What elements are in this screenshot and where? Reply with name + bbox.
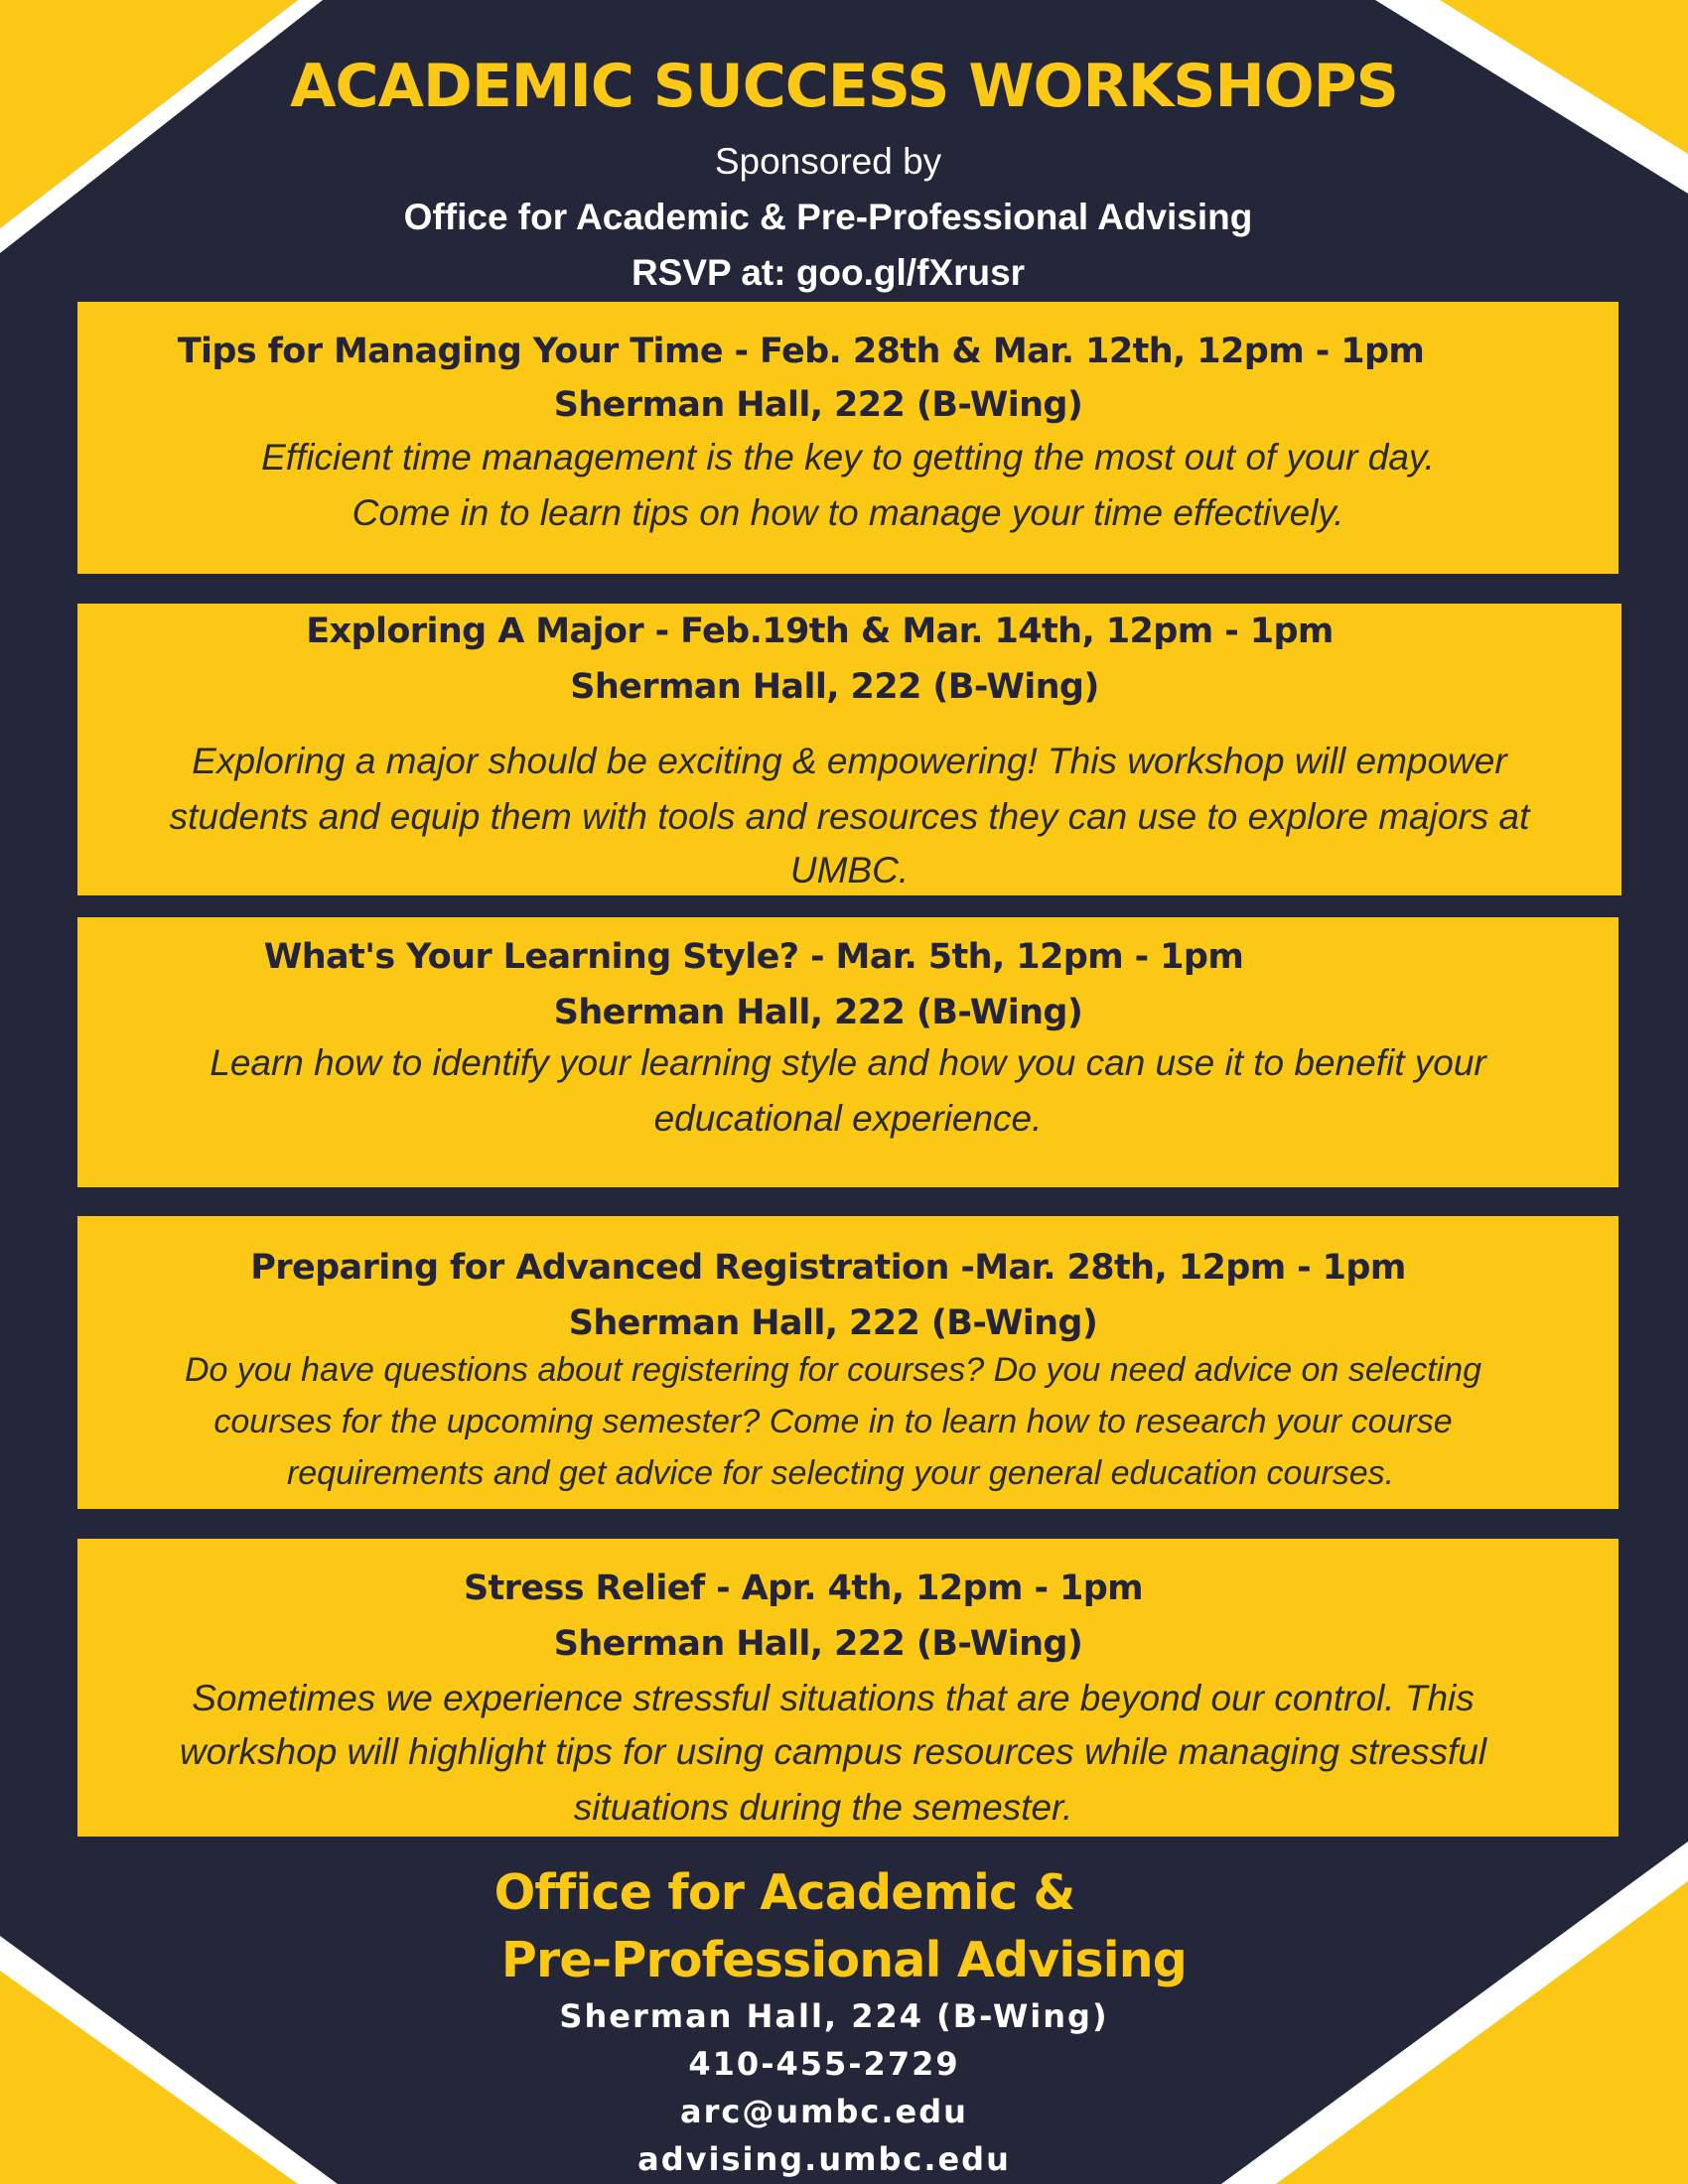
page-title: ACADEMIC SUCCESS WORKSHOPS: [290, 52, 1398, 121]
sponsored-by-text: Sponsored by: [714, 141, 942, 182]
workshop-description-line: educational experience.: [653, 1098, 1043, 1139]
workshop-description-line: courses for the upcoming semester? Come in to learn how to research your course: [213, 1403, 1453, 1440]
workshop-description-line: Do you have questions about registering for courses? Do you need advice on selecting: [184, 1351, 1482, 1389]
workshop-heading: Stress Relief - Apr. 4th, 12pm - 1pm: [463, 1569, 1144, 1608]
footer-email-link[interactable]: arc@umbc.edu: [680, 2093, 968, 2130]
workshop-heading: Exploring A Major - Feb.19th & Mar. 14th, 12pm - 1pm: [306, 612, 1334, 651]
footer-website-link[interactable]: advising.umbc.edu: [637, 2140, 1011, 2178]
workshop-location: Sherman Hall, 222 (B-Wing): [570, 667, 1099, 707]
workshop-card-exploring-major: [77, 604, 1621, 895]
workshop-description-line: Sometimes we experience stressful situations that are beyond our control. This: [192, 1678, 1475, 1718]
workshop-card-advanced-registration: [77, 1216, 1618, 1509]
workshop-description-line: students and equip them with tools and resources they can use to explore majors at: [169, 796, 1530, 837]
workshop-heading: What's Your Learning Style? - Mar. 5th, 12pm - 1pm: [263, 937, 1244, 977]
workshop-description-line: workshop will highlight tips for using campus resources while managing stressful: [179, 1731, 1487, 1772]
footer-address: Sherman Hall, 224 (B-Wing): [559, 1997, 1109, 2035]
workshop-description-line: UMBC.: [789, 850, 910, 890]
workshop-heading: Preparing for Advanced Registration -Mar. 28th, 12pm - 1pm: [250, 1248, 1406, 1288]
workshop-location: Sherman Hall, 222 (B-Wing): [553, 993, 1083, 1032]
workshop-description-line: Exploring a major should be exciting & empowering! This workshop will empower: [192, 741, 1507, 781]
workshop-location: Sherman Hall, 222 (B-Wing): [568, 1303, 1098, 1343]
workshop-description-line: Come in to learn tips on how to manage your time effectively.: [352, 492, 1344, 533]
sponsor-office-name: Office for Academic & Pre-Professional Advising: [403, 197, 1253, 237]
workshop-description-line: situations during the semester.: [573, 1787, 1073, 1828]
workshop-description-line: Efficient time management is the key to getting the most out of your day.: [261, 437, 1435, 478]
workshop-heading: Tips for Managing Your Time - Feb. 28th & Mar. 12th, 12pm - 1pm: [177, 332, 1425, 371]
workshop-description-line: requirements and get advice for selecting your general education courses.: [286, 1454, 1395, 1492]
workshop-description-line: Learn how to identify your learning style and how you can use it to benefit your: [210, 1042, 1486, 1083]
workshop-card-time-management: [77, 302, 1618, 574]
rsvp-link-text: RSVP at: goo.gl/fXrusr: [631, 252, 1026, 293]
workshop-location: Sherman Hall, 222 (B-Wing): [553, 385, 1083, 425]
workshop-card-learning-style: [77, 917, 1618, 1187]
workshop-location: Sherman Hall, 222 (B-Wing): [553, 1624, 1083, 1664]
footer-office-line-2: Pre-Professional Advising: [500, 1932, 1188, 1988]
workshop-card-stress-relief: [77, 1539, 1618, 1837]
footer-office-line-1: Office for Academic &: [493, 1864, 1075, 1921]
footer-phone: 410-455-2729: [688, 2045, 960, 2083]
